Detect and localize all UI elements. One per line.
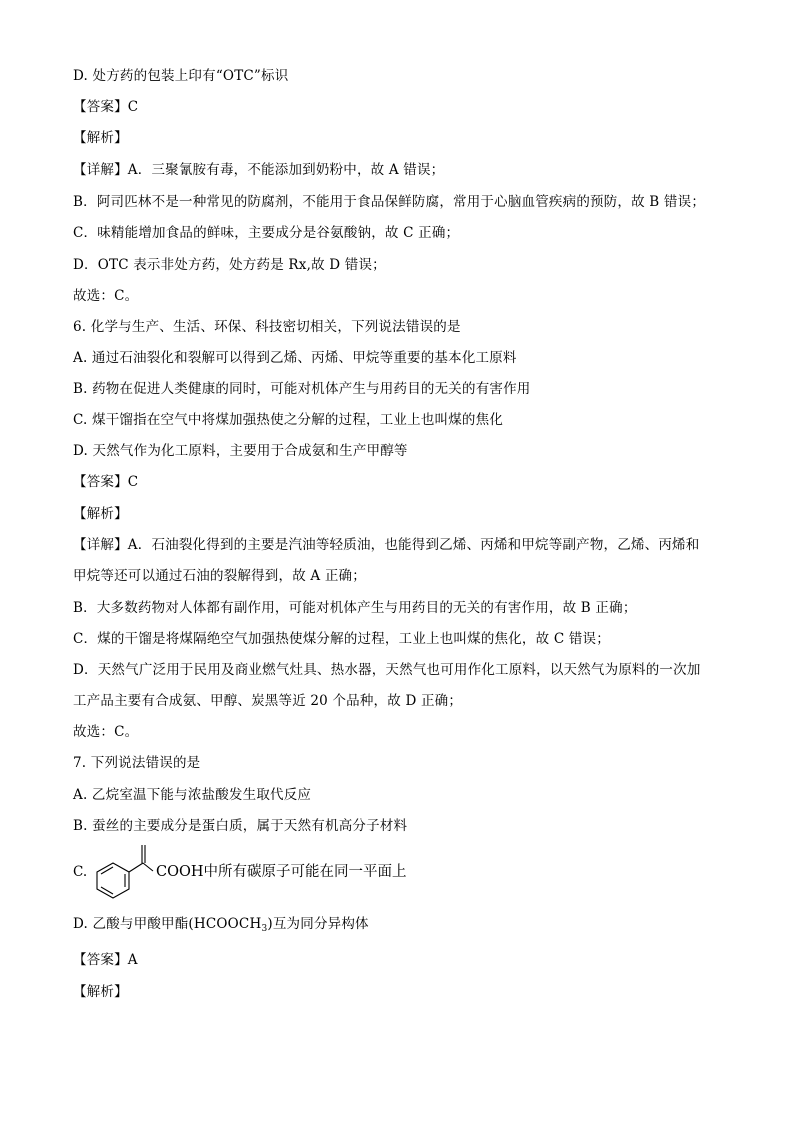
question-7-option-b: B. 蚕丝的主要成分是蛋白质，属于天然有机高分子材料	[73, 818, 408, 834]
question-6-option-b: B. 药物在促进人类健康的同时，可能对机体产生与用药目的无关的有害作用	[73, 381, 531, 397]
option-d-subscript: 3	[261, 924, 268, 934]
answer-label-q5: 【答案】C	[73, 99, 139, 115]
analysis-label-q5: 【解析】	[73, 130, 128, 146]
choice-q6: 故选：C。	[73, 724, 139, 740]
option-c-text: COOH中所有碳原子可能在同一平面上	[156, 864, 407, 880]
detail-a-q6: 【详解】A．石油裂化得到的主要是汽油等轻质油，也能得到乙烯、丙烯和甲烷等副产物，乙烯、丙烯和	[73, 537, 700, 553]
detail-a-q5: 【详解】A．三聚氰胺有毒，不能添加到奶粉中，故 A 错误；	[73, 162, 445, 178]
question-6-option-a: A. 通过石油裂化和裂解可以得到乙烯、丙烯、甲烷等重要的基本化工原料	[73, 350, 517, 366]
detail-b-q5: B．阿司匹林不是一种常见的防腐剂，不能用于食品保鲜防腐，常用于心脑血管疾病的预防，故 B 错误；	[73, 194, 706, 210]
answer-label-q7: 【答案】A	[73, 952, 138, 968]
question-7-stem: 7. 下列说法错误的是	[73, 755, 201, 771]
option-d-q5: D. 处方药的包装上印有“OTC”标识	[73, 68, 289, 84]
answer-label-q6: 【答案】C	[73, 474, 139, 490]
option-d-post: )互为同分异构体	[267, 916, 369, 932]
detail-d-q6: D．天然气广泛用于民用及商业燃气灶具、热水器，天然气也可用作化工原料，以天然气为原料的一次加	[73, 662, 701, 678]
question-7-option-a: A. 乙烷室温下能与浓盐酸发生取代反应	[73, 787, 312, 803]
detail-d-q6-cont: 工产品主要有合成氨、甲醇、炭黑等近 20 个品种，故 D 正确；	[73, 693, 463, 709]
analysis-label-q7: 【解析】	[73, 984, 128, 1000]
detail-a-q6-cont: 甲烷等还可以通过石油的裂解得到，故 A 正确；	[73, 568, 366, 584]
detail-d-q5: D．OTC 表示非处方药，处方药是 Rx,故 D 错误；	[73, 257, 386, 273]
option-d-pre: D. 乙酸与甲酸甲酯(HCOOCH	[73, 916, 262, 932]
detail-c-q6: C．煤的干馏是将煤隔绝空气加强热使煤分解的过程，工业上也叫煤的焦化，故 C 错误；	[73, 631, 610, 647]
choice-q5: 故选：C。	[73, 288, 139, 304]
question-6-option-c: C. 煤干馏指在空气中将煤加强热使之分解的过程，工业上也叫煤的焦化	[73, 412, 504, 428]
question-7-option-c	[73, 843, 433, 901]
question-6-option-d: D. 天然气作为化工原料，主要用于合成氨和生产甲醇等	[73, 443, 408, 459]
phenyl-acrylic-structure-icon	[91, 843, 159, 901]
detail-c-q5: C．味精能增加食品的鲜味，主要成分是谷氨酸钠，故 C 正确；	[73, 225, 460, 241]
analysis-label-q6: 【解析】	[73, 506, 128, 522]
question-7-option-d	[73, 915, 369, 938]
option-c-label: C.	[73, 864, 88, 880]
detail-b-q6: B．大多数药物对人体都有副作用，可能对机体产生与用药目的无关的有害作用，故 B 正确；	[73, 600, 637, 616]
question-6-stem: 6. 化学与生产、生活、环保、科技密切相关，下列说法错误的是	[73, 319, 461, 335]
